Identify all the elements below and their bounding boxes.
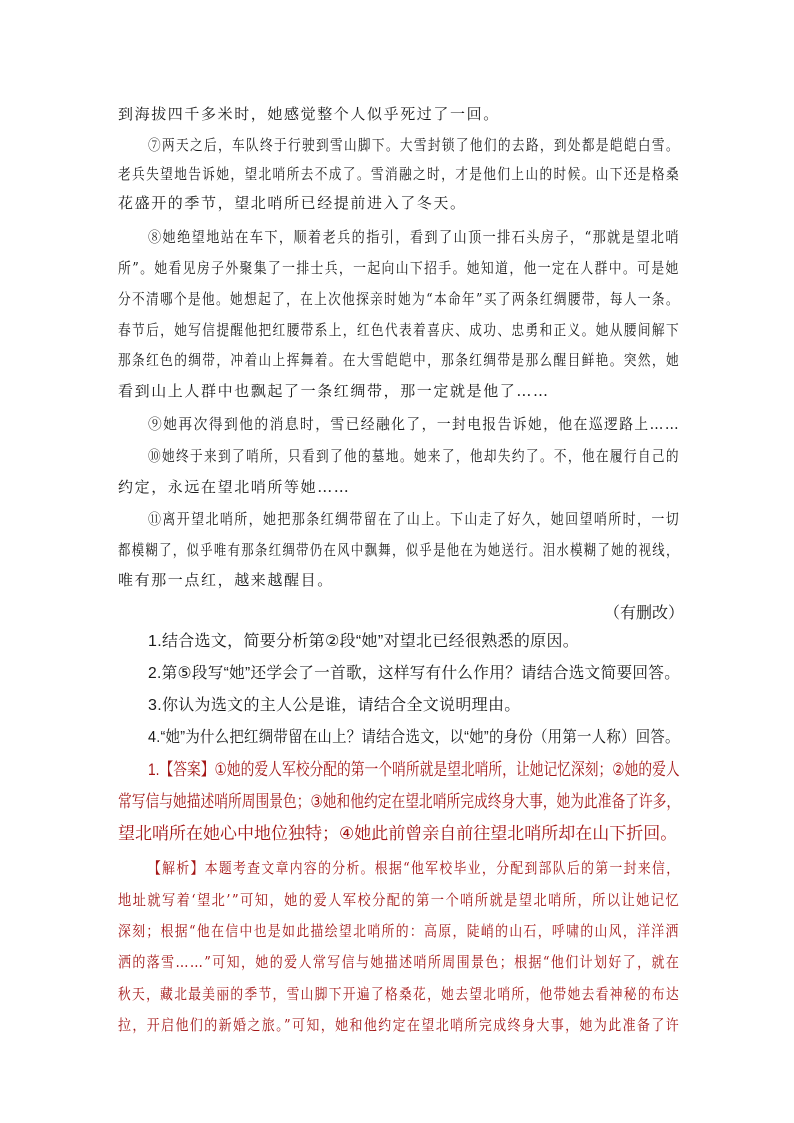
article-line: 春节后，她写信提醒他把红腰带系上，红色代表着喜庆、成功、忠勇和正义。她从腰间解下 — [118, 321, 681, 339]
question-4: 4.“她”为什么把红绸带留在山上？请结合选文，以“她”的身份（用第一人称）回答。 — [148, 729, 680, 746]
analysis-line: 洒的落雪……”可知，她的爱人常写信与她描述哨所周围景色；根据“他们计划好了，就在 — [118, 953, 681, 971]
source-note: （有删改） — [604, 605, 685, 622]
question-3: 3.你认为选文的主人公是谁，请结合全文说明理由。 — [148, 697, 521, 714]
answer-line: 望北哨所在她心中地位独特；④她此前曾亲自前往望北哨所却在山下折回。 — [118, 824, 678, 843]
article-line: 所”。她看见房子外聚集了一排士兵，一起向山下招手。她知道，他一定在人群中。可是她 — [118, 259, 680, 277]
article-line: 花盛开的季节，望北哨所已经提前进入了冬天。 — [118, 194, 467, 212]
question-1: 1.结合选文，简要分析第②段“她”对望北已经很熟悉的原因。 — [148, 633, 580, 650]
analysis-line: 地址就写着‘望北’”可知，她的爱人军校分配的第一个哨所就是望北哨所，所以让她记忆 — [118, 891, 681, 909]
answer-line: 1.【答案】①她的爱人军校分配的第一个哨所就是望北哨所，让她记忆深刻；②她的爱人 — [148, 760, 680, 779]
article-line: 那条红色的绸带，冲着山上挥舞着。在大雪皑皑中，那条红绸带是那么醒目鲜艳。突然，她 — [118, 351, 681, 369]
article-line: 到海拔四千多米时，她感觉整个人似乎死过了一回。 — [118, 105, 500, 123]
analysis-line: 拉，开启他们的新婚之旅。”可知，她和他约定在望北哨所完成终身大事，她为此准备了许 — [118, 1016, 681, 1034]
article-line: 分不清哪个是他。她想起了，在上次他探亲时她为“本命年”买了两条红绸腰带，每人一条。 — [118, 290, 680, 308]
paragraph-8-line: ⑧她绝望地站在车下，顺着老兵的指引，看到了山顶一排石头房子，“那就是望北哨 — [148, 228, 680, 246]
question-2: 2.第⑤段写“她”还学会了一首歌，这样写有什么作用？请结合选文简要回答。 — [148, 665, 681, 682]
analysis-line: 秋天，藏北最美丽的季节，雪山脚下开遍了格桑花，她去望北哨所，他带她去看神秘的布达 — [118, 985, 681, 1003]
answer-line: 常写信与她描述哨所周围景色；③她和他约定在望北哨所完成终身大事，她为此准备了许多， — [118, 792, 681, 811]
paragraph-10-line: ⑩她终于来到了哨所，只看到了他的墓地。她来了，他却失约了。不，他在履行自己的 — [148, 447, 680, 465]
analysis-line: 【解析】本题考查文章内容的分析。根据“他军校毕业，分配到部队后的第一封来信， — [148, 859, 681, 877]
analysis-line: 深刻；根据“他在信中也是如此描绘望北哨所的：高原，陡峭的山石，呼啸的山风，洋洋洒 — [118, 922, 680, 940]
article-line: 唯有那一点红，越来越醒目。 — [118, 571, 334, 589]
paragraph-7-line: ⑦两天之后，车队终于行驶到雪山脚下。大雪封锁了他们的去路，到处都是皑皑白雪。 — [148, 136, 680, 154]
article-line: 老兵失望地告诉她，望北哨所去不成了。雪消融之时，才是他们上山的时候。山下还是格桑 — [118, 165, 681, 183]
paragraph-11-line: ⑪离开望北哨所，她把那条红绸带留在了山上。下山走了好久，她回望哨所时，一切 — [148, 510, 681, 528]
article-line: 看到山上人群中也飘起了一条红绸带，那一定就是他了…… — [118, 382, 550, 400]
article-line: 约定，永远在望北哨所等她…… — [118, 478, 351, 496]
article-line: 都模糊了，似乎唯有那条红绸带仍在风中飘舞，似乎是他在为她送行。泪水模糊了她的视线， — [118, 541, 680, 559]
paragraph-9-line: ⑨她再次得到他的消息时，雪已经融化了，一封电报告诉她，他在巡逻路上…… — [148, 415, 681, 433]
